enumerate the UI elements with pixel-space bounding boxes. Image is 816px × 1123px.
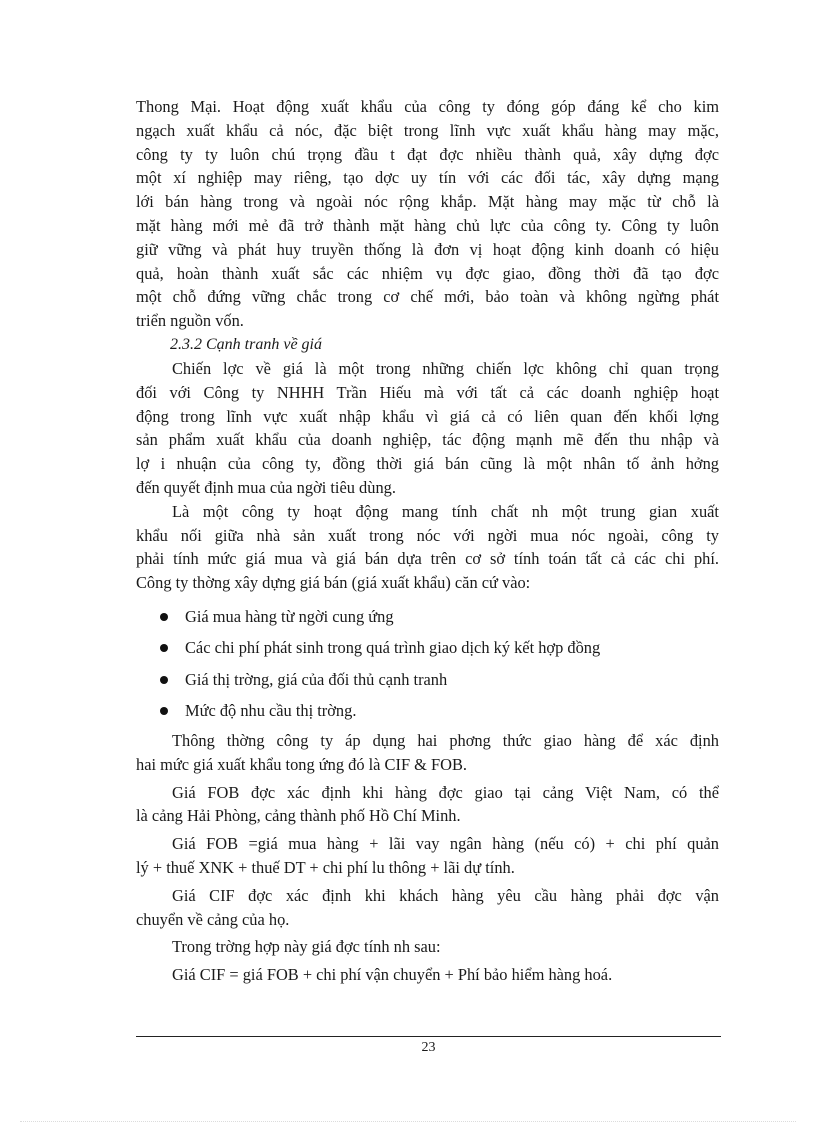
paragraph-price-strategy <box>136 357 719 500</box>
pricing-factors-list <box>136 601 719 727</box>
list-item-text: Mức độ nhu cầu thị trờng. <box>185 701 357 721</box>
paragraph-cif <box>136 884 719 932</box>
text-line: công ty ty luôn chú trọng đầu t đạt đợc nhiều thành quả, xây dựng đợc <box>136 144 719 164</box>
footer-divider <box>136 1036 721 1037</box>
text-line: là cảng Hải Phòng, cảng thành phố Hồ Chí Minh. <box>136 806 461 826</box>
text-line: Giá CIF đợc xác định khi khách hàng yêu cầu hàng phải đợc vận <box>172 885 719 905</box>
text-line: động trong lĩnh vực xuất nhập khẩu vì giá cả có liên quan đến khối lợng <box>136 406 719 426</box>
text-line: Giá FOB đợc xác định khi hàng đợc giao tại cảng Việt Nam, có thể <box>172 782 719 802</box>
paragraph-cif-formula: Giá CIF = giá FOB + chi phí vận chuyển + Phí bảo hiểm hàng hoá. <box>172 965 613 985</box>
text-line: lý + thuế XNK + thuế DT + chi phí lu thông + lãi dự tính. <box>136 857 515 877</box>
text-line: Chiến lợc về giá là một trong những chiến lợc không chỉ quan trọng <box>172 358 719 378</box>
text-line: Là một công ty hoạt động mang tính chất nh một trung gian xuất <box>172 501 719 521</box>
text-line: đối với Công ty NHHH Trần Hiếu mà với tất cả các doanh nghiệp hoạt <box>136 382 719 402</box>
text-line: giữ vững và phát huy truyền thống là đơn vị hoạt động kinh doanh có hiệu <box>136 239 719 259</box>
bullet-icon <box>160 613 168 621</box>
paragraph-pricing-basis <box>136 500 719 595</box>
text-line: quả, hoàn thành xuất sắc các nhiệm vụ đợc giao, đồng thời đã tạo đợc <box>136 263 719 283</box>
text-line: một xí nghiệp may riêng, tạo dợc uy tín với các đối tác, xây dựng mạng <box>136 168 719 188</box>
text-line: một chỗ đứng vững chắc trong cơ chế mới, bảo toàn và không ngừng phát <box>136 287 719 307</box>
text-line: chuyển về cảng của họ. <box>136 909 290 929</box>
text-line: Thông thờng công ty áp dụng hai phơng thức giao hàng để xác định <box>172 730 719 750</box>
paragraph-fob-formula <box>136 832 719 880</box>
text-line: Giá FOB =giá mua hàng + lãi vay ngân hàng (nếu có) + chi phí quản <box>172 834 719 854</box>
page-edge <box>20 1121 796 1122</box>
bullet-icon <box>160 644 168 652</box>
text-line: mặt hàng mới mẻ đã trở thành mặt hàng chủ lực của công ty. Công ty luôn <box>136 215 719 235</box>
bullet-icon <box>160 707 168 715</box>
text-line: đến quyết định mua của ngời tiêu dùng. <box>136 477 396 497</box>
list-item-text: Các chi phí phát sinh trong quá trình giao dịch ký kết hợp đồng <box>185 638 601 658</box>
text-line: phải tính mức giá mua và giá bán dựa trên cơ sở tính toán tất cả các chi phí. <box>136 549 719 569</box>
paragraph-case: Trong trờng hợp này giá đợc tính nh sau: <box>172 937 441 957</box>
list-item <box>136 695 719 727</box>
text-line: Công ty thờng xây dựng giá bán (giá xuất khẩu) căn cứ vào: <box>136 573 531 593</box>
list-item <box>136 632 719 664</box>
page-body <box>136 95 719 987</box>
list-item <box>136 601 719 633</box>
paragraph-fob <box>136 781 719 829</box>
page-number: 23 <box>421 1040 436 1055</box>
text-line: ngạch xuất khẩu cả nóc, đặc biệt trong lĩnh vực xuất khẩu hàng may mặc, <box>136 120 719 140</box>
text-line: sản phẩm xuất khẩu của doanh nghiệp, tác động mạnh mẽ đến thu nhập và <box>136 430 719 450</box>
text-line: lới bán hàng trong và ngoài nóc rộng khắp. Mặt hàng may mặc từ chỗ là <box>136 192 719 212</box>
text-line: Thong Mại. Hoạt động xuất khẩu của công ty đóng góp đáng kể cho kim <box>136 97 719 116</box>
section-heading: 2.3.2 Cạnh tranh về giá <box>170 335 322 353</box>
text-line: khẩu nối giữa nhà sản xuất trong nóc với ngời mua nóc ngoài, công ty <box>136 525 719 545</box>
text-line: lợ i nhuận của công ty, đồng thời giá bán cũng là một nhân tố ảnh hởng <box>136 454 719 474</box>
text-line: triển nguồn vốn. <box>136 311 244 331</box>
list-item-text: Giá thị trờng, giá của đối thủ cạnh tranh <box>185 669 448 689</box>
list-item <box>136 664 719 696</box>
paragraph-continued <box>136 95 719 333</box>
paragraph-delivery-methods <box>136 729 719 777</box>
text-line: hai mức giá xuất khẩu tong ứng đó là CIF & FOB. <box>136 754 467 774</box>
bullet-icon <box>160 676 168 684</box>
list-item-text: Giá mua hàng từ ngời cung ứng <box>185 606 394 626</box>
